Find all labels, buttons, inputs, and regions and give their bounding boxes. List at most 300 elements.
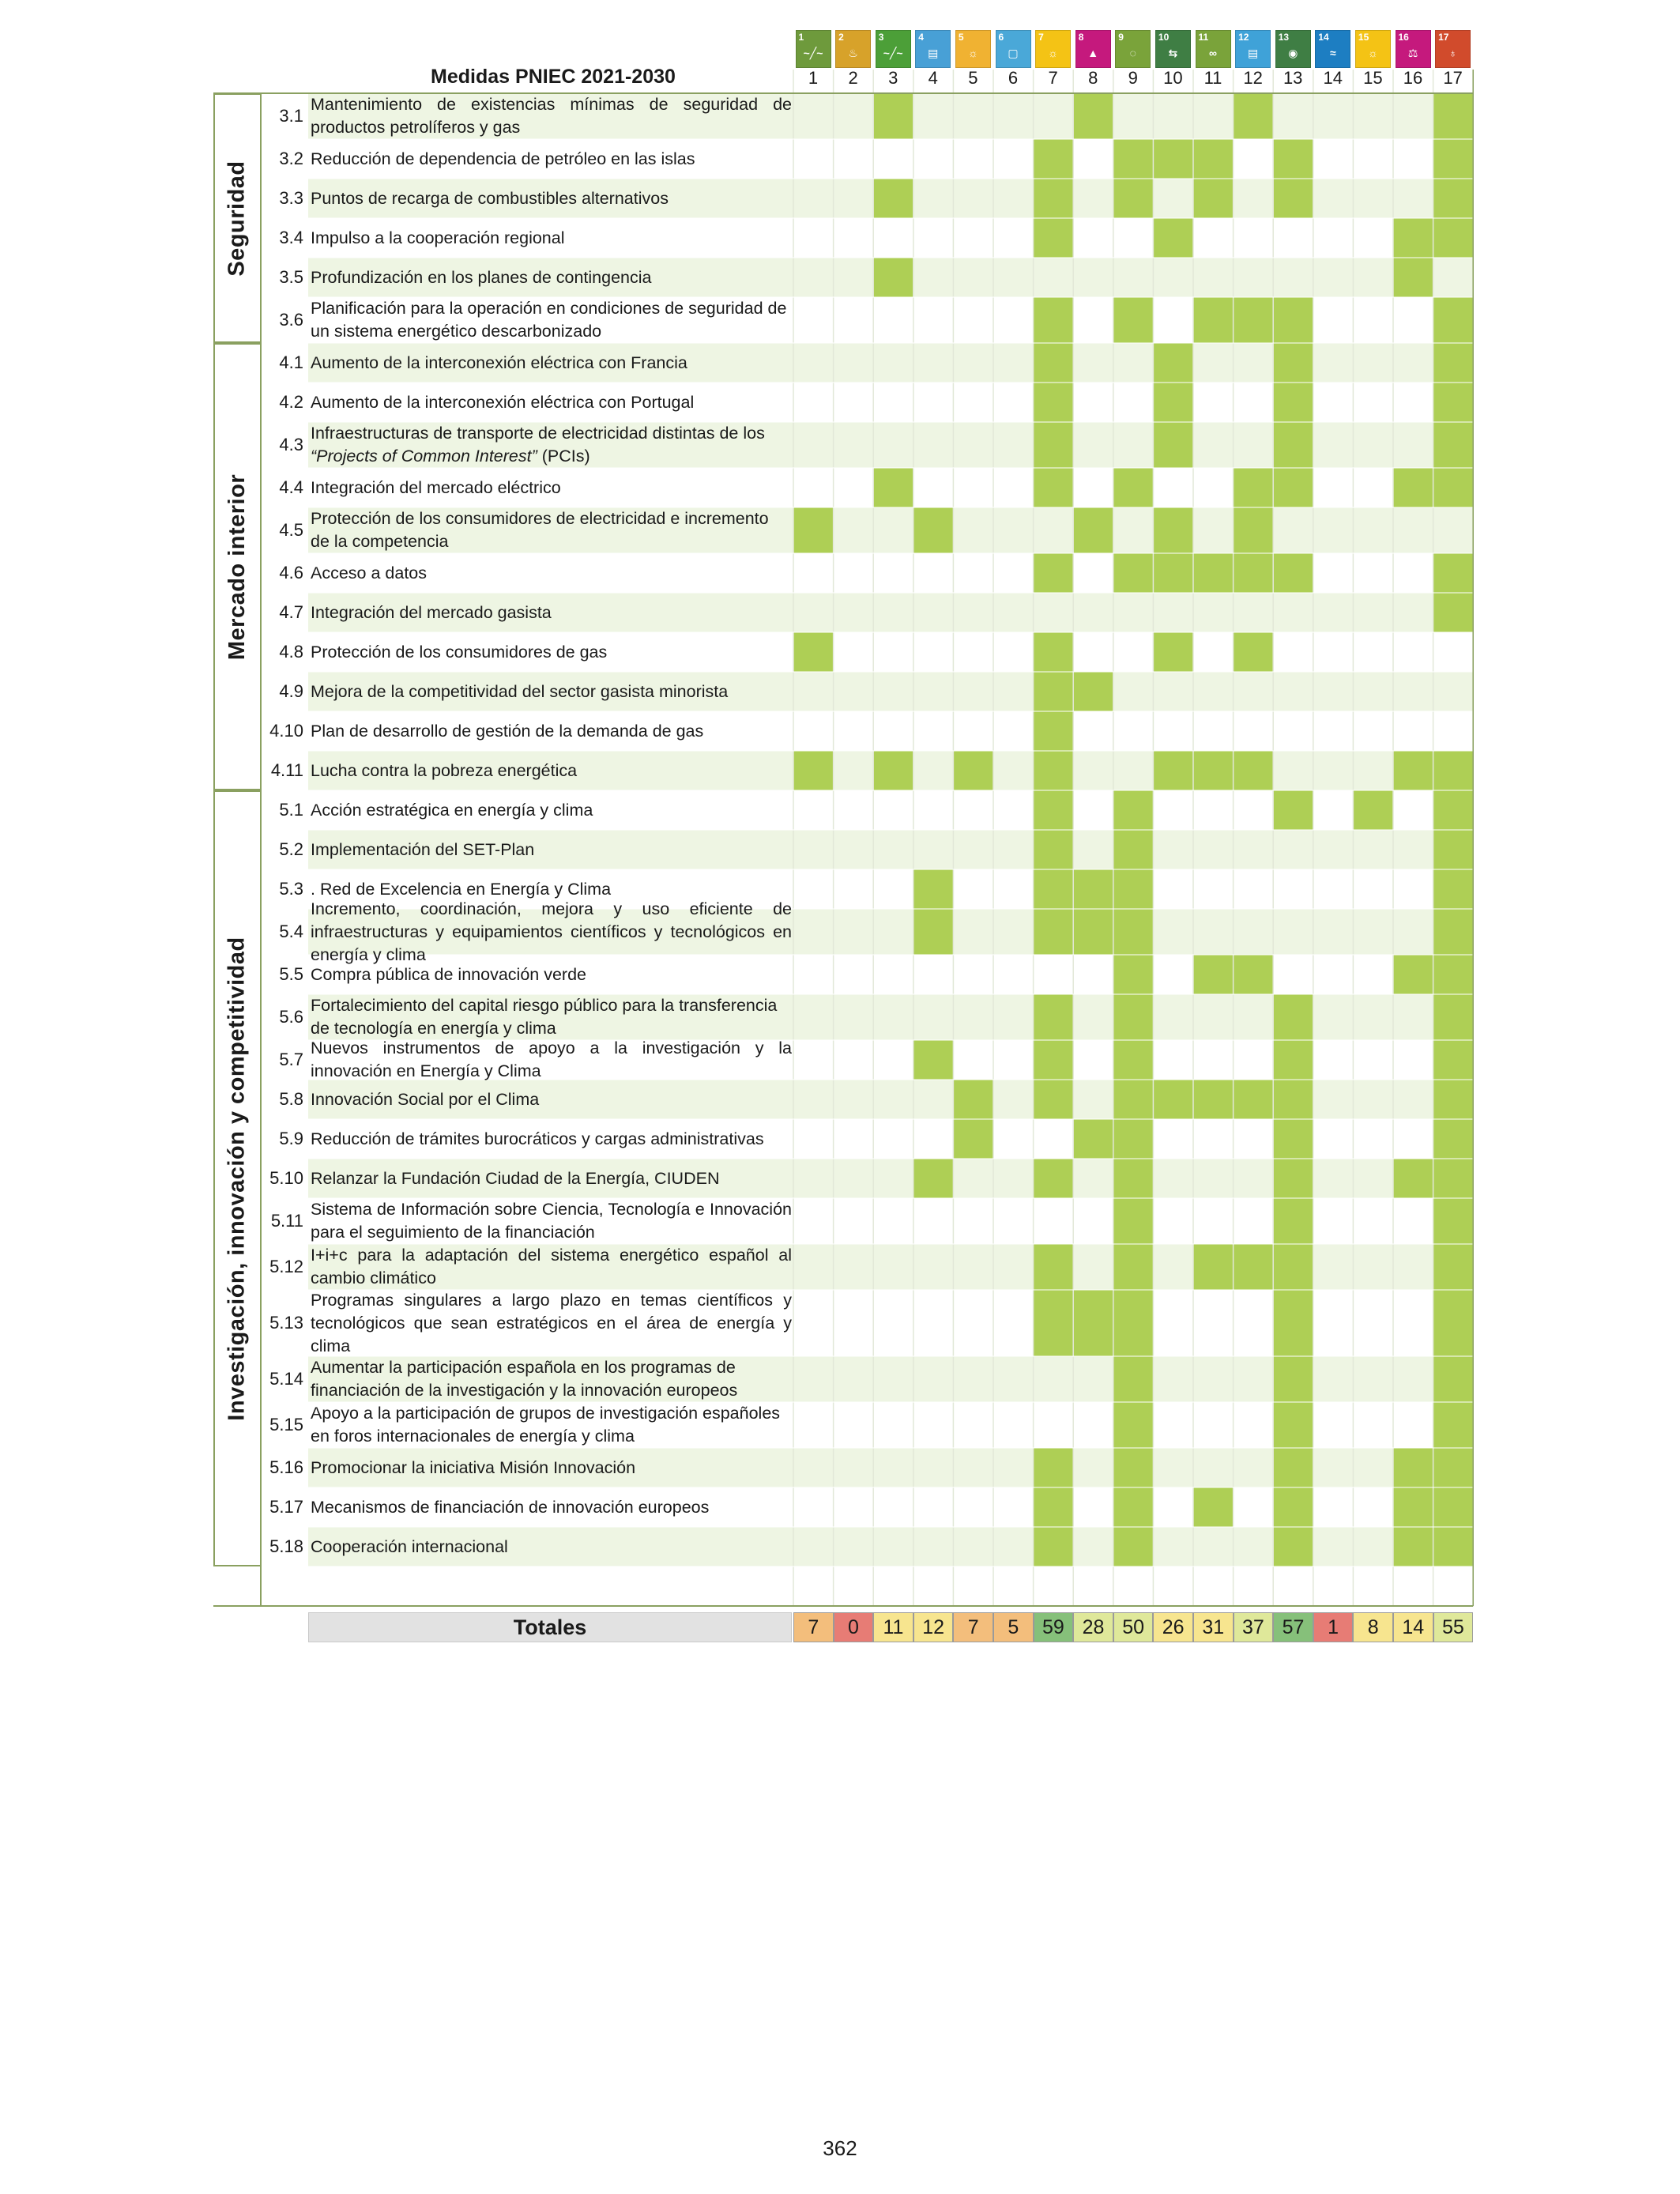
- measure-text: Profundización en los planes de contingencia: [311, 267, 652, 287]
- sdg-13-icon: [1275, 30, 1311, 68]
- sdg-mark-cell: [873, 93, 913, 139]
- sdg-mark-cell: [793, 632, 834, 672]
- measure-text: Cooperación internacional: [311, 1536, 508, 1556]
- sdg-mark-cell: [793, 507, 834, 553]
- sdg-mark-cell: [1034, 139, 1074, 179]
- measure-text: Fortalecimiento del capital riesgo público para la transferencia de tecnología en energía y clima: [311, 996, 778, 1038]
- sdg-mark-cell: [1273, 139, 1313, 179]
- measure-text: Lucha contra la pobreza energética: [311, 760, 578, 780]
- measure-text: Reducción de dependencia de petróleo en las islas: [311, 149, 695, 168]
- sdg-mark-cell: [1234, 297, 1274, 343]
- total-value: 14: [1393, 1612, 1433, 1642]
- sdg-mark-cell: [1433, 1487, 1474, 1527]
- sdg-mark-cell: [1113, 1244, 1154, 1290]
- sdg-number: 1: [808, 68, 819, 88]
- sdg-mark-cell: [953, 751, 993, 790]
- sdg-mark-cell: [1433, 553, 1474, 593]
- sdg-mark-cell: [1034, 553, 1074, 593]
- sdg-mark-cell: [1433, 1198, 1474, 1244]
- sdg-icon-number: 16: [1398, 32, 1409, 43]
- sdg-number: 14: [1323, 68, 1343, 88]
- sdg-mark-cell: [1393, 468, 1433, 507]
- sdg-mark-cell: [1034, 672, 1074, 711]
- measure-number: 5.1: [279, 800, 303, 820]
- sdg-mark-cell: [1153, 507, 1193, 553]
- sdg-mark-cell: [1393, 1527, 1433, 1566]
- measure-description: [308, 830, 792, 869]
- sdg-icon-glyph: ◌: [1129, 47, 1136, 59]
- measure-description: [308, 955, 792, 994]
- sdg-mark-cell: [1113, 1290, 1154, 1356]
- measure-number: 5.3: [279, 879, 303, 899]
- sdg-icon-glyph: ▢: [1008, 47, 1019, 59]
- category-cell: [213, 790, 262, 1566]
- measure-number: 5.13: [269, 1313, 303, 1333]
- measure-text: Compra pública de innovación verde: [311, 964, 586, 984]
- measure-number: 4.5: [279, 520, 303, 540]
- sdg-icon-glyph: ▲: [1087, 47, 1099, 59]
- measure-number: 5.7: [279, 1050, 303, 1069]
- measure-number: 3.4: [279, 228, 303, 247]
- sdg-mark-cell: [1193, 297, 1234, 343]
- sdg-mark-cell: [953, 1080, 993, 1119]
- measure-text: Aumentar la participación española en los programas de financiación de la investigación y la innovación europeos: [311, 1358, 738, 1400]
- sdg-mark-cell: [1273, 343, 1313, 383]
- sdg-mark-cell: [1273, 1487, 1313, 1527]
- sdg-mark-cell: [1433, 1244, 1474, 1290]
- category-label: Mercado interior: [224, 473, 250, 660]
- measure-description: [308, 1159, 792, 1198]
- sdg-mark-cell: [1393, 1448, 1433, 1487]
- sdg-mark-cell: [1113, 1198, 1154, 1244]
- sdg-icon-number: 13: [1278, 32, 1290, 43]
- sdg-mark-cell: [1393, 751, 1433, 790]
- sdg-mark-cell: [1193, 1487, 1234, 1527]
- sdg-mark-cell: [1073, 507, 1113, 553]
- sdg-mark-cell: [1073, 869, 1113, 909]
- measure-number: 5.4: [279, 922, 303, 941]
- measure-number: 4.9: [279, 681, 303, 701]
- measure-text: Plan de desarrollo de gestión de la demanda de gas: [311, 721, 704, 741]
- sdg-mark-cell: [1273, 1448, 1313, 1487]
- sdg-icon-number: 11: [1198, 32, 1209, 43]
- sdg-mark-cell: [1113, 790, 1154, 830]
- sdg-mark-cell: [1113, 1119, 1154, 1159]
- sdg-mark-cell: [1234, 632, 1274, 672]
- sdg-icon-glyph: ⇆: [1168, 47, 1178, 59]
- sdg-mark-cell: [1273, 1290, 1313, 1356]
- sdg-icon-number: 14: [1318, 32, 1329, 43]
- total-value: 8: [1353, 1612, 1393, 1642]
- sdg-5-icon: [955, 30, 991, 68]
- measure-text: Acceso a datos: [311, 563, 428, 582]
- sdg-12-icon: [1235, 30, 1271, 68]
- sdg-mark-cell: [1113, 909, 1154, 955]
- sdg-mark-cell: [1153, 383, 1193, 422]
- sdg-mark-cell: [1113, 297, 1154, 343]
- sdg-icon-glyph: ⚖: [1407, 47, 1418, 59]
- sdg-mark-cell: [1393, 1159, 1433, 1198]
- sdg-mark-cell: [913, 909, 954, 955]
- sdg-mark-cell: [873, 751, 913, 790]
- sdg-9-icon: [1115, 30, 1151, 68]
- sdg-icon-glyph: ◉: [1288, 47, 1298, 59]
- sdg-mark-cell: [1433, 383, 1474, 422]
- measure-number: 3.3: [279, 188, 303, 208]
- measure-number: 5.16: [269, 1457, 303, 1477]
- measure-text: Integración del mercado eléctrico: [311, 477, 561, 497]
- measure-text: I+i+c para la adaptación del sistema energético español al cambio climático: [311, 1246, 792, 1287]
- sdg-mark-cell: [1234, 955, 1274, 994]
- sdg-mark-cell: [1433, 751, 1474, 790]
- sdg-mark-cell: [1153, 422, 1193, 468]
- measure-text: Puntos de recarga de combustibles alternativos: [311, 188, 669, 208]
- sdg-mark-cell: [1113, 1040, 1154, 1080]
- total-value: 1: [1313, 1612, 1354, 1642]
- page-number: 362: [823, 2136, 857, 2160]
- sdg-number: 9: [1128, 68, 1138, 88]
- sdg-mark-cell: [1113, 1527, 1154, 1566]
- sdg-icon-number: 7: [1038, 32, 1044, 43]
- sdg-mark-cell: [1153, 1080, 1193, 1119]
- sdg-mark-cell: [1393, 258, 1433, 297]
- sdg-mark-cell: [1034, 343, 1074, 383]
- sdg-mark-cell: [1433, 1040, 1474, 1080]
- sdg-6-icon: [996, 30, 1031, 68]
- measure-description: [308, 1487, 792, 1527]
- sdg-mark-cell: [1433, 1290, 1474, 1356]
- measure-text: Acción estratégica en energía y clima: [311, 800, 593, 820]
- measure-number: 5.17: [269, 1497, 303, 1517]
- sdg-mark-cell: [1433, 1080, 1474, 1119]
- sdg-15-icon: [1355, 30, 1391, 68]
- sdg-icon-glyph: ♁: [1448, 47, 1457, 59]
- sdg-icon-glyph: ☼: [1048, 47, 1059, 59]
- measure-description: [308, 672, 792, 711]
- measure-text: Planificación para la operación en condiciones de seguridad de un sistema energético descarbonizado: [311, 299, 787, 341]
- measure-description: [308, 1198, 792, 1244]
- sdg-7-icon: [1035, 30, 1071, 68]
- measure-number: 4.7: [279, 602, 303, 622]
- measure-description: [308, 1402, 792, 1448]
- measure-number: 4.6: [279, 563, 303, 582]
- measure-description: [308, 218, 792, 258]
- measure-description: [308, 1356, 792, 1402]
- sdg-number: 17: [1443, 68, 1463, 88]
- sdg-mark-cell: [1393, 1487, 1433, 1527]
- measure-description: [308, 1244, 792, 1290]
- total-value: 7: [953, 1612, 993, 1642]
- total-value: 50: [1113, 1612, 1154, 1642]
- sdg-mark-cell: [1193, 179, 1234, 218]
- measure-description: [308, 297, 792, 343]
- sdg-mark-cell: [1193, 1080, 1234, 1119]
- measure-text: Aumento de la interconexión eléctrica con Francia: [311, 352, 687, 372]
- sdg-mark-cell: [1034, 1487, 1074, 1527]
- total-value: 28: [1073, 1612, 1113, 1642]
- sdg-mark-cell: [1234, 468, 1274, 507]
- sdg-mark-cell: [1393, 218, 1433, 258]
- sdg-mark-cell: [1034, 297, 1074, 343]
- sdg-mark-cell: [1234, 93, 1274, 139]
- sdg-17-icon: [1435, 30, 1471, 68]
- sdg-number: 6: [1008, 68, 1019, 88]
- sdg-mark-cell: [913, 1159, 954, 1198]
- sdg-mark-cell: [1153, 632, 1193, 672]
- sdg-mark-cell: [1273, 1356, 1313, 1402]
- measure-number: 5.15: [269, 1415, 303, 1434]
- sdg-mark-cell: [1153, 751, 1193, 790]
- sdg-icon-glyph: ☼: [1367, 47, 1378, 59]
- sdg-mark-cell: [1113, 1487, 1154, 1527]
- sdg-4-icon: [915, 30, 951, 68]
- sdg-mark-cell: [1433, 343, 1474, 383]
- measure-text: Sistema de Información sobre Ciencia, Tecnología e Innovación para el seguimiento de la financiación: [311, 1200, 792, 1242]
- measure-number: 5.18: [269, 1536, 303, 1556]
- sdg-icon-number: 5: [958, 32, 964, 43]
- measure-number: 3.5: [279, 267, 303, 287]
- sdg-mark-cell: [1234, 553, 1274, 593]
- sdg-mark-cell: [1273, 1080, 1313, 1119]
- sdg-3-icon: [876, 30, 911, 68]
- sdg-number: 8: [1088, 68, 1098, 88]
- measure-description: [308, 899, 792, 964]
- category-cell: [213, 93, 262, 343]
- sdg-icon-glyph: ~╱~: [883, 47, 903, 59]
- measure-description: [308, 711, 792, 751]
- sdg-mark-cell: [1113, 1356, 1154, 1402]
- sdg-mark-cell: [1073, 909, 1113, 955]
- sdg-icon-number: 17: [1438, 32, 1449, 43]
- sdg-icon-glyph: ~╱~: [803, 47, 823, 59]
- measure-number: 5.9: [279, 1129, 303, 1148]
- sdg-mark-cell: [1034, 869, 1074, 909]
- sdg-mark-cell: [1193, 139, 1234, 179]
- measure-description: [308, 1080, 792, 1119]
- sdg-mark-cell: [1433, 179, 1474, 218]
- sdg-number: 11: [1203, 68, 1222, 88]
- sdg-mark-cell: [1433, 994, 1474, 1040]
- total-value: 55: [1433, 1612, 1474, 1642]
- sdg-icon-number: 10: [1158, 32, 1170, 43]
- measure-description: [308, 468, 792, 507]
- measure-text: Apoyo a la participación de grupos de investigación españoles en foros internacionales de energía y clima: [311, 1404, 781, 1446]
- sdg-mark-cell: [1433, 955, 1474, 994]
- total-value: 26: [1153, 1612, 1193, 1642]
- sdg-mark-cell: [953, 1119, 993, 1159]
- measure-number: 5.11: [270, 1211, 303, 1231]
- measure-description: [308, 790, 792, 830]
- sdg-mark-cell: [1193, 553, 1234, 593]
- measure-number: 3.2: [279, 149, 303, 168]
- sdg-mark-cell: [1073, 672, 1113, 711]
- sdg-number: 16: [1403, 68, 1423, 88]
- sdg-number: 7: [1048, 68, 1058, 88]
- sdg-mark-cell: [1273, 1527, 1313, 1566]
- sdg-icon-number: 8: [1078, 32, 1084, 43]
- sdg-mark-cell: [1034, 179, 1074, 218]
- sdg-mark-cell: [1034, 1040, 1074, 1080]
- measure-description: [308, 1527, 792, 1566]
- sdg-mark-cell: [1113, 468, 1154, 507]
- sdg-mark-cell: [1234, 507, 1274, 553]
- sdg-mark-cell: [793, 751, 834, 790]
- sdg-icon-number: 3: [878, 32, 884, 43]
- sdg-mark-cell: [1034, 218, 1074, 258]
- sdg-mark-cell: [913, 869, 954, 909]
- sdg-number: 12: [1243, 68, 1263, 88]
- sdg-mark-cell: [1034, 468, 1074, 507]
- measure-number: 5.8: [279, 1089, 303, 1109]
- sdg-mark-cell: [1113, 1448, 1154, 1487]
- sdg-mark-cell: [1153, 553, 1193, 593]
- measure-number: 4.11: [270, 760, 303, 780]
- sdg-mark-cell: [1433, 93, 1474, 139]
- sdg-mark-cell: [1433, 1448, 1474, 1487]
- sdg-mark-cell: [1034, 909, 1074, 955]
- sdg-mark-cell: [873, 468, 913, 507]
- sdg-number: 3: [888, 68, 898, 88]
- sdg-mark-cell: [1073, 93, 1113, 139]
- measure-description: [308, 422, 792, 468]
- sdg-mark-cell: [1034, 422, 1074, 468]
- measure-text: Protección de los consumidores de gas: [311, 642, 608, 662]
- sdg-icon-number: 2: [838, 32, 844, 43]
- sdg-mark-cell: [1113, 994, 1154, 1040]
- measure-number: 4.4: [279, 477, 303, 497]
- sdg-icon-number: 1: [798, 32, 804, 43]
- sdg-mark-cell: [1113, 869, 1154, 909]
- measure-text: Promocionar la iniciativa Misión Innovación: [311, 1457, 636, 1477]
- sdg-icon-glyph: ▤: [1247, 47, 1259, 59]
- measure-description: [308, 507, 792, 553]
- sdg-mark-cell: [1273, 383, 1313, 422]
- measure-number: 5.14: [269, 1369, 303, 1389]
- sdg-mark-cell: [1073, 1119, 1113, 1159]
- sdg-mark-cell: [1034, 1159, 1074, 1198]
- sdg-mark-cell: [913, 1040, 954, 1080]
- sdg-mark-cell: [1034, 632, 1074, 672]
- measure-number: 3.1: [279, 106, 303, 126]
- sdg-mark-cell: [1433, 1356, 1474, 1402]
- measure-text: Mantenimiento de existencias mínimas de seguridad de productos petrolíferos y gas: [311, 95, 792, 137]
- sdg-mark-cell: [1034, 994, 1074, 1040]
- sdg-mark-cell: [1433, 830, 1474, 869]
- sdg-mark-cell: [1034, 1448, 1074, 1487]
- measure-description: [308, 632, 792, 672]
- sdg-mark-cell: [1273, 1119, 1313, 1159]
- sdg-number: 5: [968, 68, 978, 88]
- measure-text: Nuevos instrumentos de apoyo a la investigación y la innovación en Energía y Clima: [311, 1039, 792, 1080]
- table-title: Medidas PNIEC 2021-2030: [431, 65, 676, 88]
- sdg-mark-cell: [1193, 1244, 1234, 1290]
- measure-number: 4.2: [279, 392, 303, 412]
- sdg-mark-cell: [1073, 1290, 1113, 1356]
- total-value: 7: [793, 1612, 834, 1642]
- total-value: 0: [834, 1612, 874, 1642]
- category-label: Investigación, innovación y competitividad: [224, 936, 250, 1421]
- sdg-10-icon: [1155, 30, 1191, 68]
- measure-text: Mejora de la competitividad del sector gasista minorista: [311, 681, 729, 701]
- measure-number: 5.10: [269, 1168, 303, 1188]
- sdg-16-icon: [1396, 30, 1431, 68]
- sdg-mark-cell: [1273, 422, 1313, 468]
- sdg-mark-cell: [1034, 383, 1074, 422]
- sdg-mark-cell: [1153, 218, 1193, 258]
- total-value: 12: [913, 1612, 954, 1642]
- measure-description: [308, 751, 792, 790]
- measure-text: Incremento, coordinación, mejora y uso eficiente de infraestructuras y equipamientos científicos y tecnológicos en energía y clima: [311, 899, 792, 964]
- measure-description: [308, 1040, 792, 1080]
- sdg-icon-glyph: ∞: [1209, 47, 1217, 59]
- sdg-8-icon: [1075, 30, 1111, 68]
- sdg-mark-cell: [1273, 1244, 1313, 1290]
- total-value: 57: [1273, 1612, 1313, 1642]
- measure-text: Infraestructuras de transporte de electricidad distintas de los “Projects of Common Interest” (PCIs): [311, 424, 765, 466]
- sdg-mark-cell: [1433, 1527, 1474, 1566]
- measure-text: Integración del mercado gasista: [311, 602, 552, 622]
- sdg-mark-cell: [1034, 790, 1074, 830]
- sdg-2-icon: [835, 30, 871, 68]
- measure-text: Programas singulares a largo plazo en temas científicos y tecnológicos que sean estratégicos en el área de energía y clima: [311, 1290, 792, 1355]
- sdg-mark-cell: [1153, 139, 1193, 179]
- sdg-mark-cell: [1234, 1080, 1274, 1119]
- sdg-mark-cell: [1113, 1159, 1154, 1198]
- sdg-mark-cell: [1113, 179, 1154, 218]
- sdg-icon-number: 6: [998, 32, 1004, 43]
- sdg-mark-cell: [1193, 751, 1234, 790]
- sdg-mark-cell: [1393, 955, 1433, 994]
- sdg-mark-cell: [1433, 593, 1474, 632]
- sdg-mark-cell: [1193, 955, 1234, 994]
- sdg-icon-number: 9: [1118, 32, 1124, 43]
- measure-description: [308, 343, 792, 383]
- sdg-11-icon: [1196, 30, 1231, 68]
- sdg-mark-cell: [1273, 553, 1313, 593]
- sdg-icon-glyph: ▤: [928, 47, 939, 59]
- total-value: 37: [1234, 1612, 1274, 1642]
- measure-description: [308, 994, 792, 1040]
- sdg-1-icon: [796, 30, 831, 68]
- measure-number: 5.2: [279, 839, 303, 859]
- sdg-14-icon: [1315, 30, 1350, 68]
- measure-number: 4.3: [279, 435, 303, 454]
- measure-description: [308, 593, 792, 632]
- measure-description: [308, 1290, 792, 1356]
- total-value: 5: [993, 1612, 1034, 1642]
- sdg-mark-cell: [873, 179, 913, 218]
- sdg-mark-cell: [1034, 711, 1074, 751]
- sdg-icon-glyph: ♨: [848, 47, 858, 59]
- sdg-mark-cell: [1433, 869, 1474, 909]
- sdg-mark-cell: [1433, 790, 1474, 830]
- measure-number: 5.5: [279, 964, 303, 984]
- measure-number: 5.6: [279, 1007, 303, 1027]
- sdg-mark-cell: [1273, 1402, 1313, 1448]
- measure-number: 3.6: [279, 310, 303, 330]
- sdg-mark-cell: [1113, 1402, 1154, 1448]
- measure-text: Aumento de la interconexión eléctrica con Portugal: [311, 392, 695, 412]
- sdg-mark-cell: [1273, 1040, 1313, 1080]
- sdg-mark-cell: [1034, 1527, 1074, 1566]
- sdg-icon-glyph: ☼: [967, 47, 978, 59]
- measure-description: [308, 93, 792, 139]
- sdg-mark-cell: [1153, 343, 1193, 383]
- sdg-mark-cell: [1034, 1080, 1074, 1119]
- sdg-mark-cell: [1433, 422, 1474, 468]
- sdg-mark-cell: [1273, 179, 1313, 218]
- sdg-mark-cell: [1113, 139, 1154, 179]
